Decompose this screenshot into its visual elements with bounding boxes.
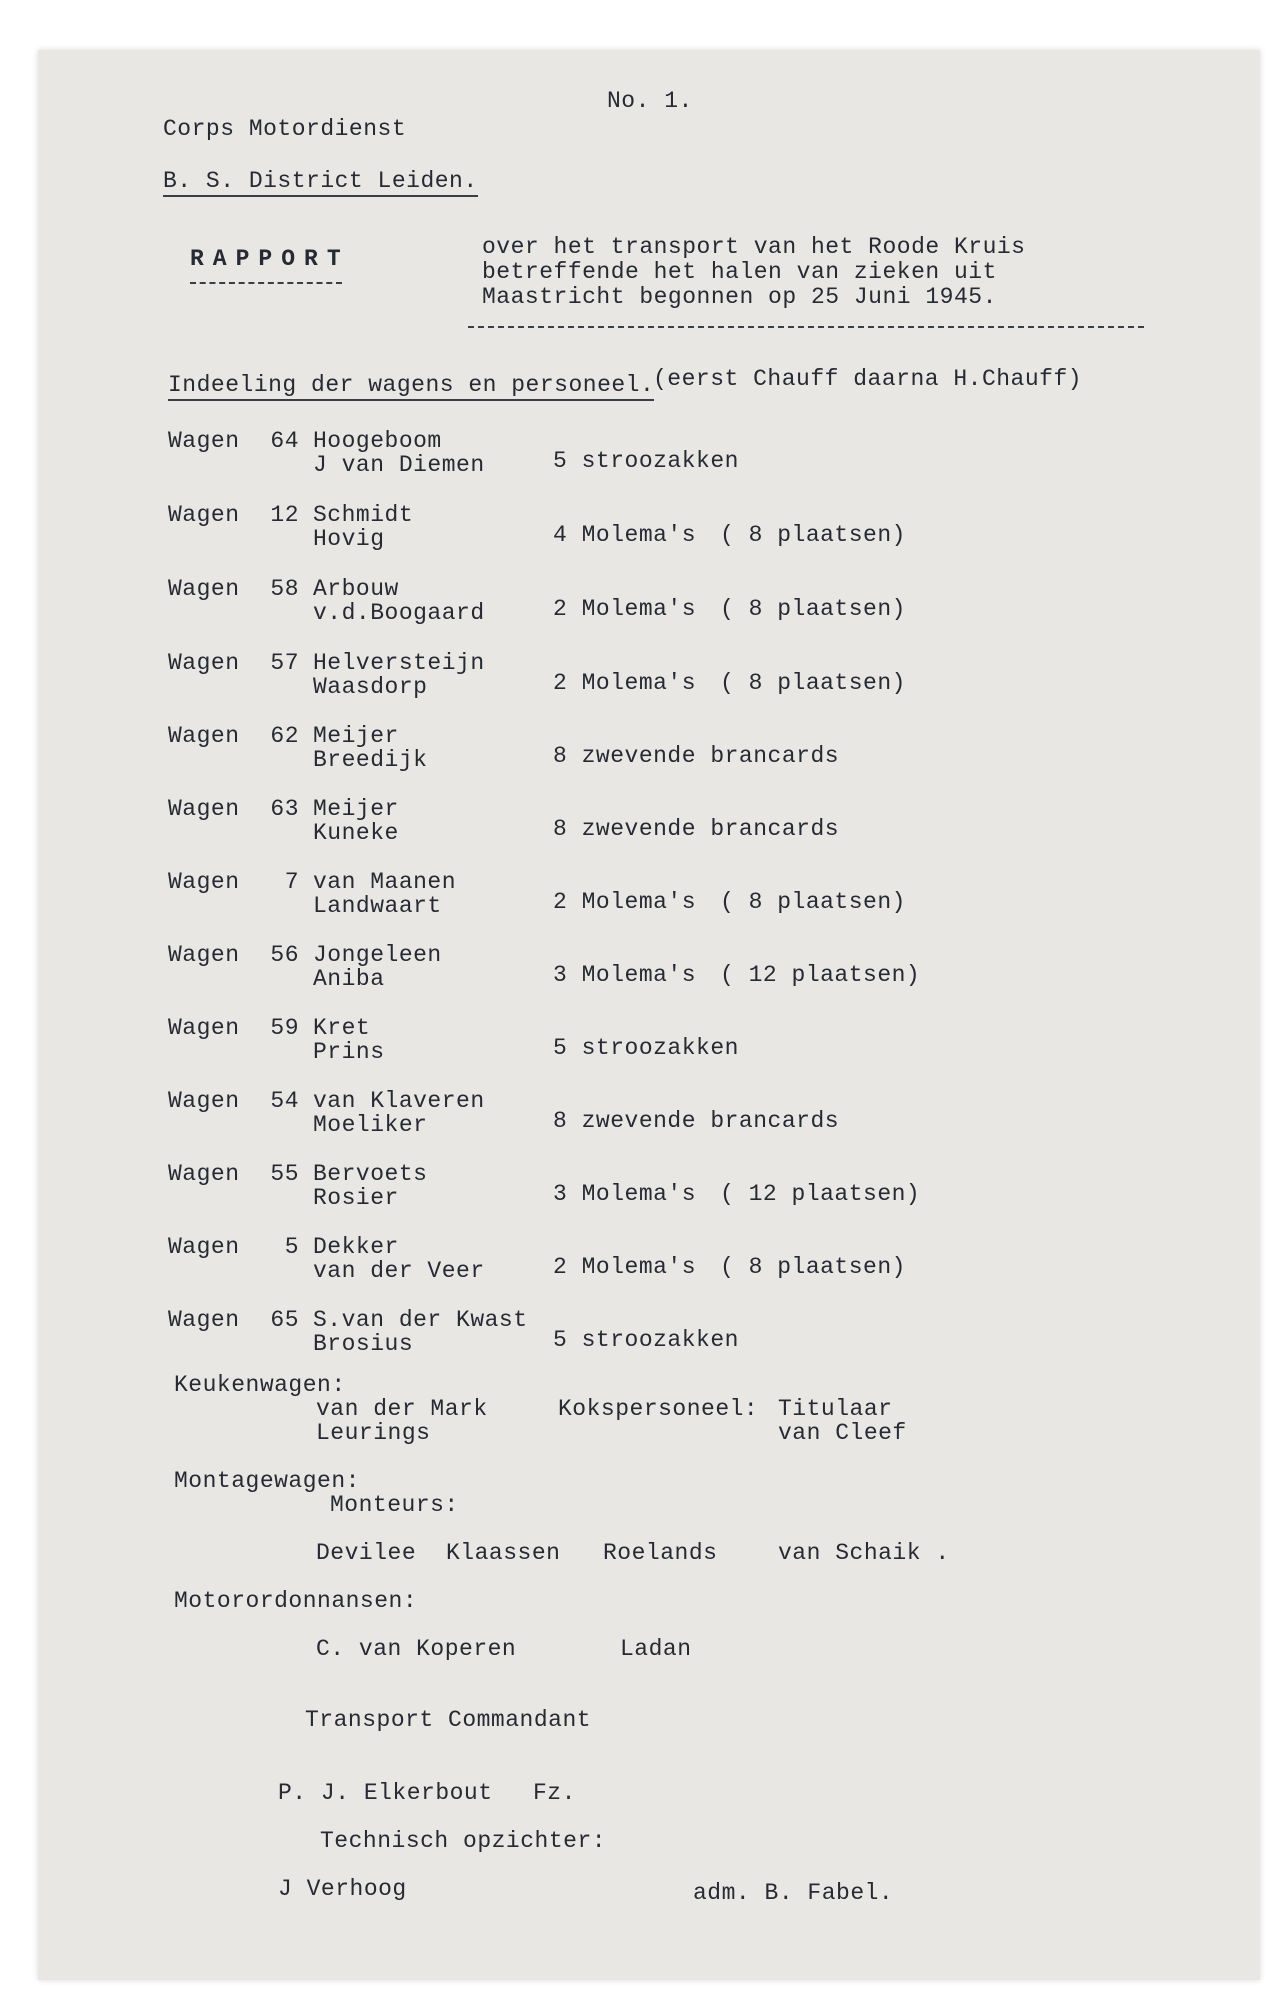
- wagen-label: Wagen: [168, 502, 240, 528]
- commandant-suffix: Fz.: [533, 1780, 576, 1806]
- keukenwagen-crew-2: Leurings: [316, 1420, 431, 1446]
- places: ( 8 plaatsen): [720, 889, 906, 915]
- wagen-label: Wagen: [168, 576, 240, 602]
- wagen-number: 54: [270, 1088, 299, 1114]
- assistant-name: Kuneke: [313, 820, 399, 846]
- org-name: Corps Motordienst: [163, 116, 407, 142]
- driver-name: van Maanen: [313, 869, 457, 895]
- wagen-row: [168, 723, 1068, 779]
- wagen-number: 5: [284, 1234, 299, 1260]
- wagen-label: Wagen: [168, 942, 240, 968]
- wagen-number: 7: [284, 869, 299, 895]
- places: ( 8 plaatsen): [720, 596, 906, 622]
- kokspersoneel-label: Kokspersoneel:: [558, 1396, 759, 1422]
- places: ( 12 plaatsen): [720, 1181, 921, 1207]
- equipment: 2 Molema's: [553, 1254, 697, 1280]
- equipment: 5 stroozakken: [553, 1327, 739, 1353]
- wagen-row: [168, 650, 1068, 706]
- monteurs-label: Monteurs:: [330, 1492, 459, 1518]
- wagen-label: Wagen: [168, 1307, 240, 1333]
- equipment: 8 zwevende brancards: [553, 1108, 840, 1134]
- places: ( 8 plaatsen): [720, 1254, 906, 1280]
- keukenwagen-label: Keukenwagen:: [174, 1372, 346, 1398]
- report-subject-line2: betreffende het halen van zieken uit: [482, 259, 997, 285]
- wagen-number: 64: [270, 428, 299, 454]
- title-dash-underline: [190, 282, 342, 284]
- section-note: (eerst Chauff daarna H.Chauff): [653, 366, 1083, 392]
- wagen-row: [168, 942, 1068, 998]
- driver-name: Meijer: [313, 723, 399, 749]
- driver-name: Helversteijn: [313, 650, 485, 676]
- equipment: 2 Molema's: [553, 670, 697, 696]
- wagen-label: Wagen: [168, 1015, 240, 1041]
- assistant-name: Hovig: [313, 526, 385, 552]
- wagen-label: Wagen: [168, 1234, 240, 1260]
- wagen-number: 55: [270, 1161, 299, 1187]
- wagen-row: [168, 428, 1068, 484]
- equipment: 2 Molema's: [553, 596, 697, 622]
- driver-name: Schmidt: [313, 502, 414, 528]
- admin-name: adm. B. Fabel.: [693, 1880, 894, 1906]
- wagen-row: [168, 1088, 1068, 1144]
- driver-name: Bervoets: [313, 1161, 428, 1187]
- equipment: 8 zwevende brancards: [553, 816, 840, 842]
- motorordonnansen-label: Motorordonnansen:: [174, 1588, 418, 1614]
- equipment: 3 Molema's: [553, 1181, 697, 1207]
- wagen-number: 56: [270, 942, 299, 968]
- wagen-label: Wagen: [168, 723, 240, 749]
- cook-2: van Cleef: [778, 1420, 907, 1446]
- wagen-number: 63: [270, 796, 299, 822]
- assistant-name: Prins: [313, 1039, 385, 1065]
- wagen-label: Wagen: [168, 796, 240, 822]
- report-subject-line1: over het transport van het Roode Kruis: [482, 234, 1026, 260]
- wagen-row: [168, 502, 1068, 558]
- wagen-row: [168, 796, 1068, 852]
- ordonnans-name: Ladan: [620, 1636, 692, 1662]
- wagen-label: Wagen: [168, 1088, 240, 1114]
- assistant-name: Landwaart: [313, 893, 442, 919]
- equipment: 2 Molema's: [553, 889, 697, 915]
- commandant-name: P. J. Elkerbout: [278, 1780, 493, 1806]
- assistant-name: Breedijk: [313, 747, 428, 773]
- assistant-name: Rosier: [313, 1185, 399, 1211]
- report-subject-line3: Maastricht begonnen op 25 Juni 1945.: [482, 284, 997, 310]
- wagen-label: Wagen: [168, 869, 240, 895]
- wagen-label: Wagen: [168, 650, 240, 676]
- driver-name: Dekker: [313, 1234, 399, 1260]
- wagen-row: [168, 869, 1068, 925]
- monteur-name: Klaassen: [446, 1540, 561, 1566]
- technisch-label: Technisch opzichter:: [320, 1828, 607, 1854]
- wagen-row: [168, 576, 1068, 632]
- commandant-label: Transport Commandant: [305, 1707, 592, 1733]
- wagen-number: 12: [270, 502, 299, 528]
- driver-name: Meijer: [313, 796, 399, 822]
- keukenwagen-crew-1: van der Mark: [316, 1396, 488, 1422]
- assistant-name: Aniba: [313, 966, 385, 992]
- equipment: 5 stroozakken: [553, 1035, 739, 1061]
- doc-number: No. 1.: [607, 88, 693, 114]
- assistant-name: Brosius: [313, 1331, 414, 1357]
- places: ( 8 plaatsen): [720, 522, 906, 548]
- technisch-name: J Verhoog: [278, 1876, 407, 1902]
- wagen-number: 62: [270, 723, 299, 749]
- wagen-label: Wagen: [168, 428, 240, 454]
- document-sheet: [38, 50, 1260, 1980]
- places: ( 12 plaatsen): [720, 962, 921, 988]
- wagen-number: 57: [270, 650, 299, 676]
- equipment: 8 zwevende brancards: [553, 743, 840, 769]
- montagewagen-label: Montagewagen:: [174, 1468, 360, 1494]
- wagen-row: [168, 1234, 1068, 1290]
- monteur-name: Devilee: [316, 1540, 417, 1566]
- assistant-name: Moeliker: [313, 1112, 428, 1138]
- driver-name: S.van der Kwast: [313, 1307, 528, 1333]
- assistant-name: Waasdorp: [313, 674, 428, 700]
- driver-name: Arbouw: [313, 576, 399, 602]
- section-heading: Indeeling der wagens en personeel.: [168, 372, 654, 401]
- driver-name: Jongeleen: [313, 942, 442, 968]
- wagen-number: 58: [270, 576, 299, 602]
- monteur-name: Roelands: [603, 1540, 718, 1566]
- driver-name: Hoogeboom: [313, 428, 442, 454]
- wagen-row: [168, 1307, 1068, 1363]
- assistant-name: J van Diemen: [313, 452, 485, 478]
- driver-name: van Klaveren: [313, 1088, 485, 1114]
- assistant-name: van der Veer: [313, 1258, 485, 1284]
- equipment: 4 Molema's: [553, 522, 697, 548]
- report-title: RAPPORT: [190, 246, 350, 272]
- org-district: B. S. District Leiden.: [163, 168, 478, 197]
- wagen-label: Wagen: [168, 1161, 240, 1187]
- cook-1: Titulaar: [778, 1396, 893, 1422]
- equipment: 5 stroozakken: [553, 448, 739, 474]
- subject-dash-underline: [468, 326, 1144, 328]
- places: ( 8 plaatsen): [720, 670, 906, 696]
- wagen-row: [168, 1015, 1068, 1071]
- wagen-row: [168, 1161, 1068, 1217]
- wagen-number: 59: [270, 1015, 299, 1041]
- ordonnans-name: C. van Koperen: [316, 1636, 517, 1662]
- assistant-name: v.d.Boogaard: [313, 600, 485, 626]
- monteur-name: van Schaik .: [778, 1540, 950, 1566]
- equipment: 3 Molema's: [553, 962, 697, 988]
- driver-name: Kret: [313, 1015, 371, 1041]
- wagen-number: 65: [270, 1307, 299, 1333]
